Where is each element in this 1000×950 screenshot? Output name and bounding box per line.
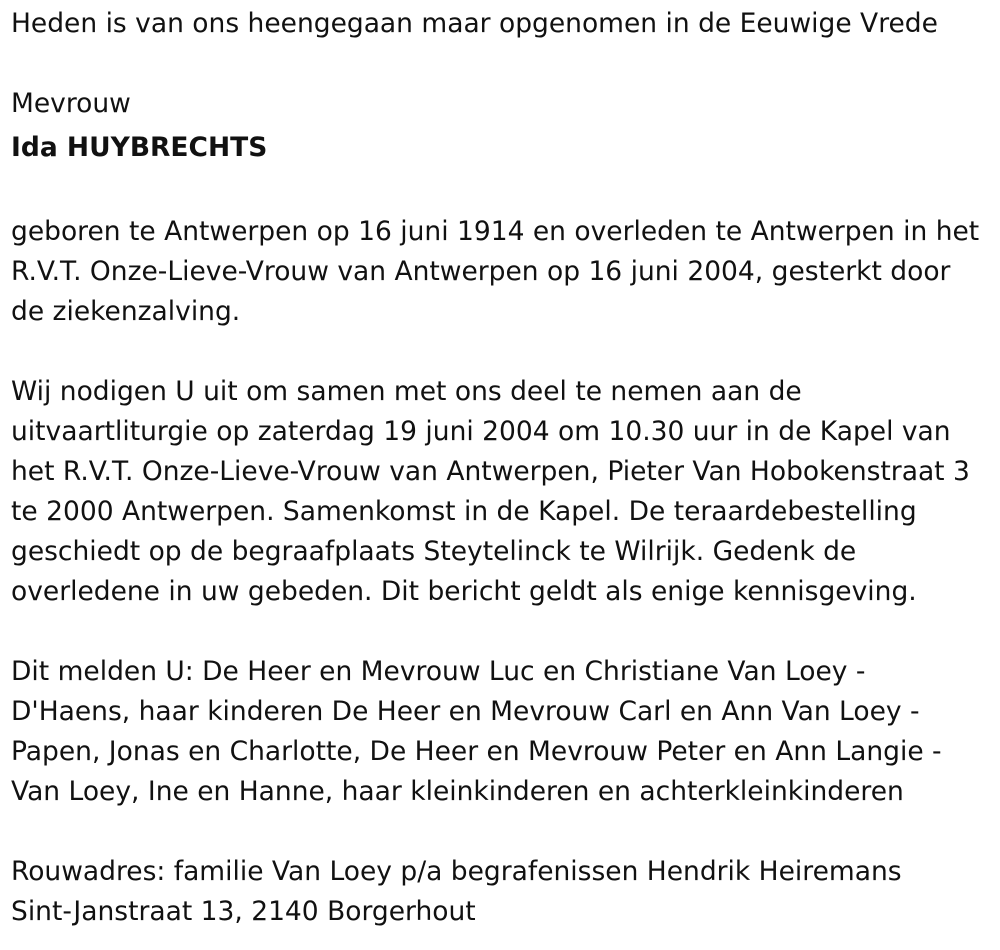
family-paragraph (11, 652, 991, 812)
paragraph-line: Papen, Jonas en Charlotte, De Heer en Mevrouw Peter en Ann Langie - (11, 736, 942, 767)
deceased-name: Ida HUYBRECHTS (11, 132, 268, 163)
paragraph-line: Sint-Janstraat 13, 2140 Borgerhout (11, 896, 476, 927)
paragraph-line: geschiedt op de begraafplaats Steytelinck te Wilrijk. Gedenk de (11, 536, 857, 567)
paragraph-line: Wij nodigen U uit om samen met ons deel te nemen aan de (11, 376, 802, 407)
paragraph-line: het R.V.T. Onze-Lieve-Vrouw van Antwerpen, Pieter Van Hobokenstraat 3 (11, 456, 970, 487)
spacer (11, 172, 991, 212)
spacer (11, 332, 991, 372)
spacer (11, 44, 991, 84)
paragraph-line: uitvaartliturgie op zaterdag 19 juni 2004 om 10.30 uur in de Kapel van (11, 416, 951, 447)
paragraph-line: geboren te Antwerpen op 16 juni 1914 en overleden te Antwerpen in het (11, 216, 980, 247)
paragraph-line: D'Haens, haar kinderen De Heer en Mevrouw Carl en Ann Van Loey - (11, 696, 920, 727)
paragraph-line: Van Loey, Ine en Hanne, haar kleinkinderen en achterkleinkinderen (11, 776, 904, 807)
paragraph-line: Rouwadres: familie Van Loey p/a begrafenissen Hendrik Heiremans (11, 856, 902, 887)
birth-death-paragraph (11, 212, 991, 332)
obituary-notice (11, 4, 991, 932)
invitation-paragraph (11, 372, 991, 612)
spacer (11, 812, 991, 852)
paragraph-line: Dit melden U: De Heer en Mevrouw Luc en Christiane Van Loey - (11, 656, 866, 687)
address-paragraph (11, 852, 991, 932)
paragraph-line: de ziekenzalving. (11, 296, 241, 327)
salutation: Mevrouw (11, 88, 131, 119)
paragraph-line: R.V.T. Onze-Lieve-Vrouw van Antwerpen op 16 juni 2004, gesterkt door (11, 256, 951, 287)
spacer (11, 612, 991, 652)
intro-text: Heden is van ons heengegaan maar opgenomen in de Eeuwige Vrede (11, 8, 938, 39)
paragraph-line: overledene in uw gebeden. Dit bericht geldt als enige kennisgeving. (11, 576, 917, 607)
paragraph-line: te 2000 Antwerpen. Samenkomst in de Kapel. De teraardebestelling (11, 496, 917, 527)
